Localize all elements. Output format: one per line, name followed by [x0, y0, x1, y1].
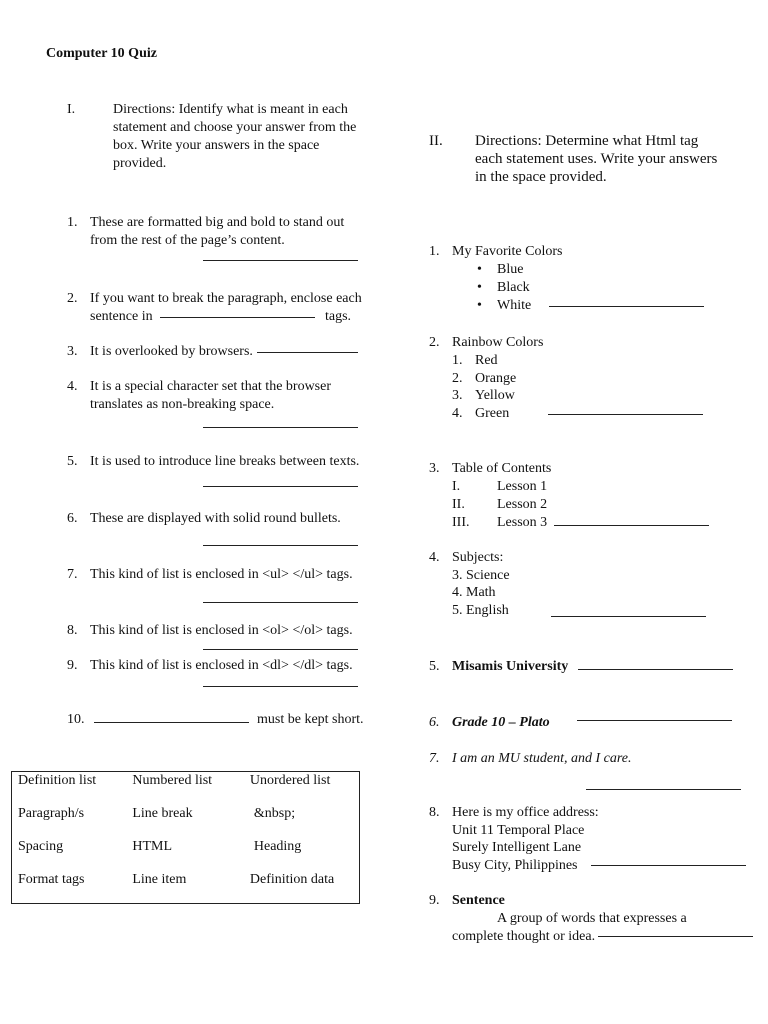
- section-1-directions: [113, 101, 356, 173]
- choice-cell: Heading: [253, 839, 302, 854]
- question-4-text: [90, 378, 331, 414]
- ii-9-head: Sentence: [452, 893, 505, 908]
- question-number: 2.: [429, 335, 440, 350]
- question-number: 1.: [429, 244, 440, 259]
- ii-7-text: I am an MU student, and I care.: [452, 751, 632, 766]
- list-item: Lesson 2: [497, 497, 548, 512]
- section-1-numeral: I.: [67, 102, 76, 117]
- choice-cell: Unordered list: [249, 773, 331, 788]
- question-number: 8.: [67, 623, 78, 638]
- list-marker: I.: [452, 479, 461, 494]
- list-item: Green: [475, 406, 510, 421]
- question-number: 7.: [429, 751, 440, 766]
- address-line: Busy City, Philippines: [452, 858, 578, 873]
- answer-blank-ii-5[interactable]: [578, 669, 733, 670]
- list-item: Lesson 3: [497, 515, 548, 530]
- choice-cell: Numbered list: [132, 773, 213, 788]
- ii-1-head: My Favorite Colors: [452, 244, 563, 259]
- question-number: 3.: [67, 344, 78, 359]
- question-number: 3.: [429, 461, 440, 476]
- directions-line: in the space provided.: [475, 169, 607, 185]
- answer-blank-ii-1[interactable]: [549, 306, 704, 307]
- answer-blank-ii-6[interactable]: [577, 720, 732, 721]
- directions-line: Directions: Identify what is meant in each: [113, 102, 348, 117]
- question-6-text: These are displayed with solid round bullets.: [90, 511, 341, 526]
- directions-line: statement and choose your answer from the: [113, 120, 357, 135]
- answer-blank-7[interactable]: [203, 602, 358, 603]
- ii-2-head: Rainbow Colors: [452, 335, 544, 350]
- answer-blank-ii-4[interactable]: [551, 616, 706, 617]
- question-number: 1.: [67, 215, 78, 230]
- address-line: Unit 11 Temporal Place: [452, 823, 585, 838]
- list-marker: 2.: [452, 371, 463, 386]
- list-item: Orange: [475, 371, 517, 386]
- answer-blank-8[interactable]: [203, 649, 358, 650]
- list-item: Yellow: [475, 388, 515, 403]
- answer-blank-5[interactable]: [203, 486, 358, 487]
- question-2-line-2: sentence in: [90, 309, 153, 324]
- address-line: Surely Intelligent Lane: [452, 840, 582, 855]
- choice-cell: Definition list: [18, 773, 97, 788]
- ii-8-head: Here is my office address:: [452, 805, 599, 820]
- question-7-text: This kind of list is enclosed in <ul> </ul> tags.: [90, 567, 353, 582]
- question-number: 2.: [67, 291, 78, 306]
- question-number: 5.: [67, 454, 78, 469]
- question-1-text: [90, 214, 344, 250]
- choices-row: [12, 870, 360, 904]
- answer-blank-9[interactable]: [203, 686, 358, 687]
- answer-blank-2[interactable]: [160, 317, 315, 318]
- list-marker: 4.: [452, 406, 463, 421]
- answer-blank-6[interactable]: [203, 545, 358, 546]
- answer-blank-ii-7[interactable]: [586, 789, 741, 790]
- question-10-text: must be kept short.: [257, 712, 364, 727]
- ii-3-head: Table of Contents: [452, 461, 552, 476]
- answer-blank-10[interactable]: [94, 722, 249, 723]
- question-number: 6.: [429, 715, 440, 730]
- question-3-text: It is overlooked by browsers.: [90, 344, 253, 359]
- question-line: It is a special character set that the browser: [90, 379, 332, 394]
- choices-row: [12, 804, 360, 837]
- bullet-item: • Black: [497, 279, 530, 297]
- list-item: 5. English: [452, 603, 509, 618]
- question-number: 4.: [429, 550, 440, 565]
- list-marker: 3.: [452, 388, 463, 403]
- bullet-item: • White: [497, 297, 531, 315]
- answer-blank-ii-9[interactable]: [598, 936, 753, 937]
- question-line: These are formatted big and bold to stand out: [90, 215, 345, 230]
- list-item: 3. Science: [452, 568, 510, 583]
- ii-4-head: Subjects:: [452, 550, 504, 565]
- answer-choices-box: [11, 771, 360, 904]
- answer-blank-ii-2[interactable]: [548, 414, 703, 415]
- question-8-text: This kind of list is enclosed in <ol> </ol> tags.: [90, 623, 353, 638]
- list-item: 4. Math: [452, 585, 496, 600]
- question-5-text: It is used to introduce line breaks between texts.: [90, 454, 360, 469]
- list-marker: II.: [452, 497, 465, 512]
- question-number: 8.: [429, 805, 440, 820]
- question-2-text: [90, 290, 362, 308]
- question-2-suffix: tags.: [325, 309, 352, 324]
- choice-cell: Paragraph/s: [18, 806, 85, 821]
- question-9-text: This kind of list is enclosed in <dl> </dl> tags.: [90, 658, 353, 673]
- list-marker: 1.: [452, 353, 463, 368]
- answer-blank-ii-8[interactable]: [591, 865, 746, 866]
- definition-line: complete thought or idea.: [452, 929, 596, 944]
- ii-6-text: Grade 10 – Plato: [452, 715, 550, 730]
- choice-cell: HTML: [132, 839, 173, 854]
- directions-line: provided.: [113, 156, 167, 171]
- question-number: 10.: [67, 712, 85, 727]
- choices-row: [12, 837, 360, 870]
- question-number: 5.: [429, 659, 440, 674]
- section-2-numeral: II.: [429, 133, 443, 149]
- question-number: 6.: [67, 511, 78, 526]
- question-number: 4.: [67, 379, 78, 394]
- question-line: If you want to break the paragraph, enclose each: [90, 291, 362, 306]
- bullet-item: • Blue: [497, 261, 523, 279]
- choice-cell: &nbsp;: [253, 806, 296, 821]
- question-number: 9.: [429, 893, 440, 908]
- answer-blank-4[interactable]: [203, 427, 358, 428]
- choice-cell: Line break: [132, 806, 193, 821]
- choice-cell: Line item: [132, 872, 187, 887]
- list-item: Lesson 1: [497, 479, 548, 494]
- choice-cell: Spacing: [18, 839, 64, 854]
- ii-5-text: Misamis University: [452, 659, 569, 674]
- question-number: 7.: [67, 567, 78, 582]
- question-line: translates as non-breaking space.: [90, 397, 275, 412]
- directions-line: box. Write your answers in the space: [113, 138, 320, 153]
- answer-blank-3[interactable]: [257, 352, 358, 353]
- list-item: Red: [475, 353, 498, 368]
- list-marker: III.: [452, 515, 470, 530]
- document-title: Computer 10 Quiz: [46, 46, 157, 61]
- question-line: from the rest of the page’s content.: [90, 233, 285, 248]
- directions-line: Directions: Determine what Html tag: [475, 133, 699, 149]
- question-number: 9.: [67, 658, 78, 673]
- answer-blank-ii-3[interactable]: [554, 525, 709, 526]
- section-2-directions: [475, 132, 717, 186]
- directions-line: each statement uses. Write your answers: [475, 151, 718, 167]
- answer-blank-1[interactable]: [203, 260, 358, 261]
- choices-row: [12, 772, 360, 805]
- choice-cell: Format tags: [18, 872, 85, 887]
- choice-cell: Definition data: [249, 872, 335, 887]
- definition-line: A group of words that expresses a: [497, 911, 687, 926]
